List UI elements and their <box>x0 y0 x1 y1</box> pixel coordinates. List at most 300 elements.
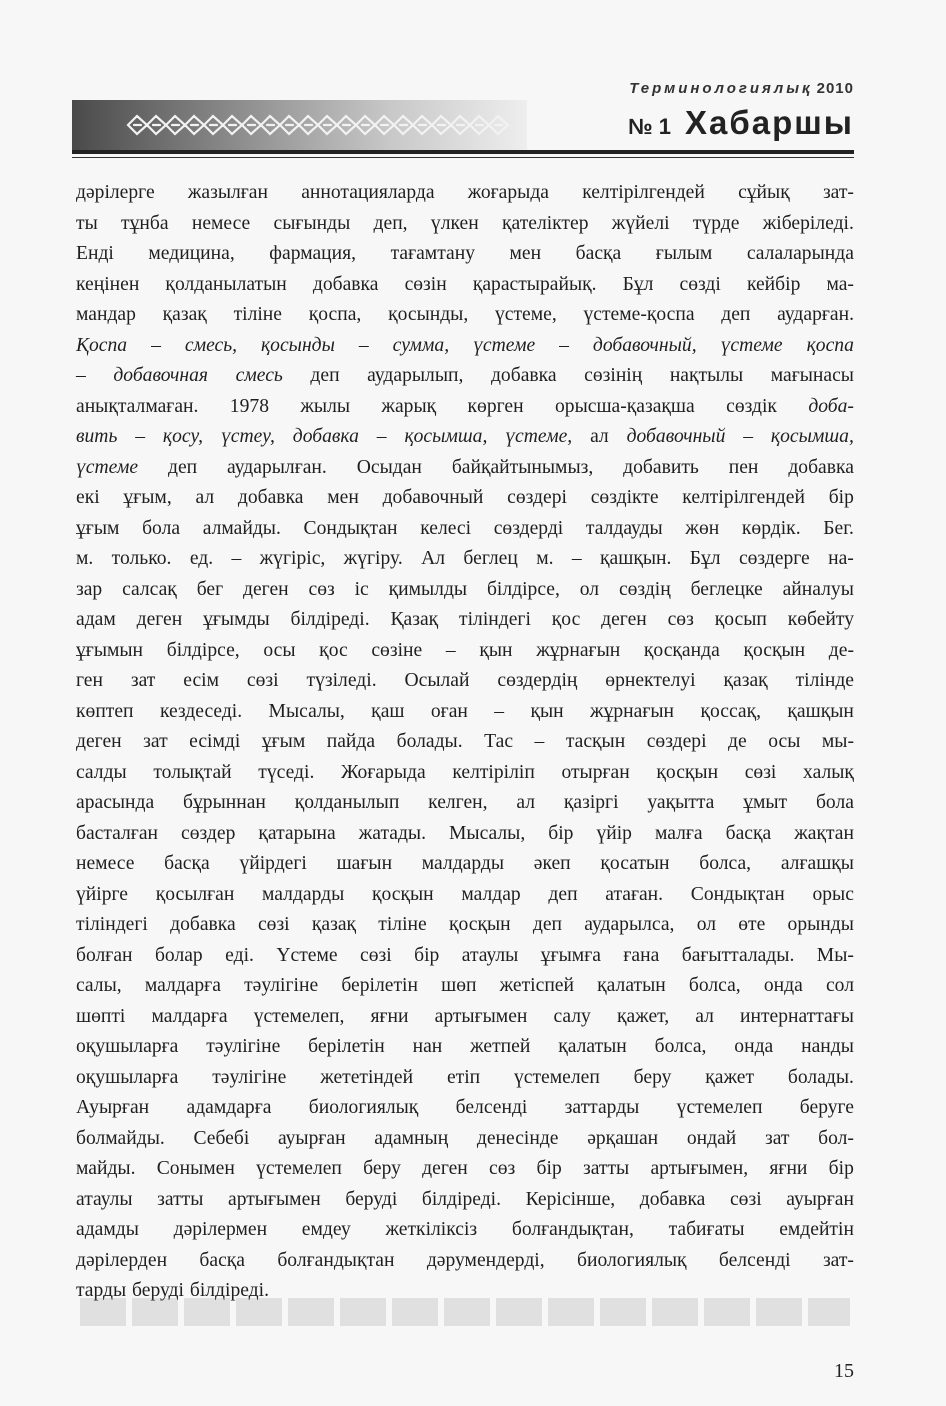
word: кездеседі. <box>159 700 243 722</box>
word: арасында <box>76 792 155 813</box>
word: үстеме <box>76 456 139 478</box>
word: отырған <box>561 761 630 783</box>
word: көрдік. <box>741 517 801 539</box>
word: толықтай <box>153 761 232 783</box>
word: болады. <box>396 731 463 752</box>
word: қарастырайық. <box>472 273 597 295</box>
word: яғни <box>370 1005 409 1027</box>
word: деп <box>310 365 340 386</box>
word: қын <box>530 700 564 722</box>
word: қазақ <box>162 304 207 325</box>
word: қалатын <box>597 975 666 996</box>
word: адамдарға <box>186 1097 272 1118</box>
word: жүгіру. <box>343 548 403 569</box>
text-line <box>76 1185 854 1216</box>
word: қоспа, <box>308 304 362 325</box>
word: үстемелеп <box>514 1066 600 1088</box>
word: сөзін <box>404 273 447 295</box>
word: жылы <box>300 395 351 417</box>
word: қосқын <box>743 639 806 661</box>
word: орысша-қазақша <box>555 395 695 417</box>
word: атаған. <box>605 883 664 905</box>
text-line <box>76 575 854 606</box>
word: белсенді <box>718 1249 791 1271</box>
word: қазақ <box>311 914 357 935</box>
word: добавка <box>170 914 236 935</box>
word: басқа <box>164 853 210 874</box>
text-line <box>76 819 854 850</box>
word: жүйелі <box>611 212 670 234</box>
word: жүгіріс, <box>259 548 326 569</box>
word: деп <box>548 883 578 905</box>
word: Енді <box>76 243 114 264</box>
word: тіліне <box>378 914 427 935</box>
word: ұғым <box>76 517 120 539</box>
word: адамды <box>76 1219 139 1240</box>
word: сөздерге <box>738 548 810 569</box>
word: сөздердің <box>497 670 578 691</box>
word: тәулігіне <box>244 975 319 996</box>
word: – <box>571 548 582 569</box>
word: деген <box>243 578 289 600</box>
word: Тас <box>484 731 514 752</box>
word: дәрілерге <box>76 182 155 203</box>
word: болмайды. <box>76 1127 165 1149</box>
text-line <box>76 361 854 392</box>
word: Қоспа <box>76 334 128 356</box>
word: атаулы <box>461 944 519 966</box>
word: пен <box>728 456 759 478</box>
text-line <box>76 1154 854 1185</box>
header-rule-thin <box>72 157 854 158</box>
word: сөз <box>489 1158 516 1179</box>
word: – <box>76 365 86 386</box>
word: шөп <box>441 975 477 996</box>
word: екі <box>76 487 100 508</box>
word: зат <box>764 1127 790 1149</box>
word: болғандықтан <box>277 1249 395 1271</box>
word: қосымша, <box>404 426 488 447</box>
word: қашқын. <box>600 548 672 569</box>
word: ол <box>579 578 600 600</box>
word: бола <box>815 792 854 813</box>
word: – <box>494 700 505 722</box>
word: малдарды <box>421 853 505 874</box>
word: үстеме, <box>494 304 557 325</box>
word: Бег. <box>823 517 854 539</box>
text-line <box>76 788 854 819</box>
text-line <box>76 1093 854 1124</box>
word: беру <box>633 1066 672 1088</box>
word: қажет <box>705 1066 755 1088</box>
word: жұрнағын <box>536 639 621 661</box>
word: беруді <box>132 1280 184 1301</box>
word: добавка <box>292 426 359 447</box>
word: оған <box>430 700 468 722</box>
word: үстеме <box>473 334 536 356</box>
word: деп <box>167 456 198 478</box>
word: кейбір <box>746 273 801 295</box>
text-line <box>76 971 854 1002</box>
word: басқа <box>199 1249 245 1271</box>
text-line <box>76 727 854 758</box>
word: салу <box>553 1005 591 1027</box>
word: ал <box>516 792 536 813</box>
word: сөзіне <box>371 639 423 661</box>
text-line <box>76 483 854 514</box>
word: Мысалы, <box>449 822 526 844</box>
word: сөздерді <box>493 517 564 539</box>
word: қолданылып <box>294 792 400 813</box>
word: малға <box>654 822 703 844</box>
word: қашқын <box>787 700 854 722</box>
word: салы, <box>76 975 122 996</box>
word: добавка <box>237 487 304 508</box>
word: ма- <box>826 273 854 295</box>
word: қазіргі <box>563 792 619 813</box>
word: малдар <box>461 883 521 905</box>
word: жетпей <box>470 1036 531 1057</box>
word: болса, <box>654 1036 707 1057</box>
word: қоспа <box>806 334 854 356</box>
word: – <box>534 731 545 752</box>
word: тұнба <box>121 212 169 234</box>
word: фармация, <box>269 243 357 264</box>
word: – <box>135 426 146 447</box>
text-line <box>76 270 854 301</box>
word: деген <box>76 731 122 752</box>
word: алғашқы <box>780 853 854 874</box>
word: добавочный <box>626 426 726 447</box>
word: зат <box>143 731 168 752</box>
text-line <box>76 544 854 575</box>
text-line <box>76 239 854 270</box>
word: – <box>559 334 569 356</box>
word: сөз <box>667 609 694 630</box>
word: Мы- <box>816 944 854 966</box>
word: жетіспей <box>499 975 574 996</box>
text-line <box>76 758 854 789</box>
word: – <box>445 639 456 661</box>
word: талдауды <box>585 517 663 539</box>
word: қалатын <box>558 1036 627 1057</box>
word: білдіреді. <box>421 1188 502 1210</box>
word: сөздікте <box>590 487 659 508</box>
word: қосатын <box>600 853 670 874</box>
word: орыс <box>812 883 854 905</box>
word: дәрілерден <box>76 1249 168 1271</box>
word: үстеу, <box>220 426 275 447</box>
word: мен <box>327 487 359 508</box>
word: байқайтынымыз, <box>451 456 594 478</box>
word: немесе <box>191 212 251 234</box>
word: тарды <box>76 1280 127 1301</box>
word: жарық <box>381 395 437 417</box>
word: бол- <box>818 1127 854 1149</box>
word: деген <box>601 609 647 630</box>
word: сұйық <box>738 182 790 203</box>
word: Осылай <box>404 670 470 691</box>
word: де <box>728 731 747 752</box>
word: онда <box>763 975 803 996</box>
word: болса, <box>688 975 741 996</box>
word: беру <box>363 1158 401 1179</box>
word: сөзі <box>729 1188 762 1210</box>
word: дәрумендерді, <box>426 1249 545 1271</box>
word: білдіреді. <box>290 609 370 630</box>
word: Мысалы, <box>268 700 345 722</box>
word: ед. <box>189 548 214 569</box>
word: емдеу <box>301 1219 351 1240</box>
word: сөзі <box>360 944 392 966</box>
word: биологиялық <box>308 1097 419 1118</box>
word: білдірсе, <box>486 578 560 600</box>
word: артығымен, <box>650 1158 749 1179</box>
word: қимылды <box>388 578 468 600</box>
word: жоғарыда <box>467 182 549 203</box>
word: салаларында <box>746 243 854 264</box>
word: үстеме-қоспа <box>583 304 695 325</box>
word: осы <box>768 731 801 752</box>
word: көбейту <box>787 609 854 630</box>
word: есім <box>183 670 220 691</box>
word: онда <box>734 1036 774 1057</box>
ornament-pattern-icon <box>124 110 524 140</box>
text-line <box>76 910 854 941</box>
word: беглец <box>463 548 518 569</box>
word: сөздің <box>618 578 671 600</box>
word: сөзді <box>679 273 721 295</box>
word: қосынды <box>261 334 335 356</box>
word: үйірге <box>76 883 128 905</box>
word: деген <box>422 1158 468 1179</box>
word: салсақ <box>122 578 177 600</box>
word: деп <box>532 914 563 935</box>
word: уақытта <box>647 792 715 813</box>
word: бола <box>142 517 181 539</box>
text-line <box>76 1215 854 1246</box>
word: басқа <box>725 822 772 844</box>
word: бағытталады. <box>681 944 795 966</box>
word: есімді <box>189 731 241 752</box>
word: тілінде <box>795 670 854 691</box>
word: пайда <box>326 731 376 752</box>
word: Ал <box>421 548 446 569</box>
journal-year: 2010 <box>816 80 854 97</box>
word: болар <box>154 944 203 966</box>
word: – <box>358 334 369 356</box>
word: сөзі <box>744 761 777 783</box>
word: оқушыларға <box>76 1066 179 1088</box>
word: Үстеме <box>276 944 338 966</box>
word: қосымша, <box>770 426 854 447</box>
word: майды. <box>76 1158 136 1179</box>
word: түрде <box>692 212 740 234</box>
word: биологиялық <box>576 1249 687 1271</box>
word: нанды <box>801 1036 854 1057</box>
journal-title <box>628 104 854 142</box>
word: тіліндегі <box>76 914 148 935</box>
word: бір <box>548 822 574 844</box>
word: артығымен <box>434 1005 528 1027</box>
word: бір <box>828 487 854 508</box>
word: доба- <box>808 395 854 417</box>
word: тәулігіне <box>206 1036 281 1057</box>
word: жететіндей <box>320 1066 414 1088</box>
text-line <box>76 880 854 911</box>
word: қаш <box>371 700 405 722</box>
word: ты <box>76 212 98 234</box>
word: беглецке <box>690 578 763 600</box>
word: сөздері <box>507 487 567 508</box>
journal-title-text: Хабаршы <box>685 104 854 141</box>
word: немесе <box>76 853 135 874</box>
word: Сонымен <box>156 1158 235 1179</box>
word: ұғымын <box>76 639 144 661</box>
word: нақтылы <box>669 365 744 386</box>
word: қос <box>319 639 348 661</box>
word: – <box>743 426 754 447</box>
word: сөздік <box>726 395 777 417</box>
word: болады. <box>787 1066 854 1088</box>
body-text <box>76 178 854 1307</box>
word: еді. <box>225 944 254 966</box>
word: қосқын <box>371 883 434 905</box>
word: бір <box>414 944 440 966</box>
issue-number: № 1 <box>628 114 672 139</box>
word: қосып <box>714 609 767 630</box>
word: көрген <box>467 395 524 417</box>
word: шағын <box>336 853 393 874</box>
text-line <box>76 636 854 667</box>
word: жеткіліксіз <box>385 1219 478 1240</box>
word: жұрнағын <box>590 700 675 722</box>
word: ондай <box>686 1127 737 1149</box>
word: ген <box>76 670 103 691</box>
word: Керісінше, <box>525 1188 616 1210</box>
word: мен <box>509 243 542 264</box>
word: ал <box>195 487 215 508</box>
word: малдарды <box>262 883 345 905</box>
word: адам <box>76 609 116 630</box>
word: вить <box>76 426 118 447</box>
word: интернаттағы <box>739 1005 854 1027</box>
word: сөзі <box>246 670 279 691</box>
word: деп, <box>373 212 408 234</box>
word: мағынасы <box>770 365 854 386</box>
word: добавка <box>639 1188 706 1210</box>
word: сөзінің <box>584 365 643 386</box>
word: тіліне <box>233 304 282 325</box>
word: Жоғарыда <box>340 761 426 783</box>
word: ұғым, <box>123 487 172 508</box>
word: артығымен <box>228 1188 321 1210</box>
text-line <box>76 605 854 636</box>
word: сөздері <box>646 731 707 752</box>
word: болса, <box>699 853 752 874</box>
word: деп <box>721 304 751 325</box>
text-line <box>76 514 854 545</box>
word: ұғым <box>261 731 306 752</box>
word: беруге <box>799 1097 854 1118</box>
word: қолданылатын <box>165 273 287 295</box>
word: мандар <box>76 304 136 325</box>
word: Бұл <box>689 548 721 569</box>
text-line <box>76 1002 854 1033</box>
word: ұғымға <box>540 944 601 966</box>
word: үстеме, <box>505 426 573 447</box>
word: қатарына <box>258 822 336 844</box>
word: жазылған <box>187 182 268 203</box>
word: добавочный, <box>592 334 697 356</box>
word: аннотацияларда <box>301 182 435 203</box>
word: сол <box>825 975 854 996</box>
word: тағамтану <box>390 243 475 264</box>
text-line <box>76 849 854 880</box>
word: түседі. <box>258 761 315 783</box>
word: зат- <box>822 182 854 203</box>
word: – <box>376 426 387 447</box>
text-line <box>76 422 854 453</box>
word: 1978 <box>229 395 269 417</box>
word: смесь <box>235 365 283 386</box>
word: тәулігіне <box>212 1066 287 1088</box>
word: ол <box>696 914 717 935</box>
word: затты <box>157 1188 204 1210</box>
word: Бұл <box>622 273 654 295</box>
word: анықталмаған. <box>76 395 199 417</box>
page-number: 15 <box>834 1360 854 1382</box>
word: ұмыт <box>743 792 788 813</box>
word: мы- <box>821 731 854 752</box>
word: – <box>231 548 242 569</box>
word: білдіреді. <box>189 1280 269 1301</box>
word: келтірілгендей <box>582 182 705 203</box>
word: нан <box>412 1036 443 1057</box>
text-line <box>76 941 854 972</box>
word: білдірсе, <box>166 639 240 661</box>
word: малдарға <box>151 1005 228 1027</box>
word: ғылым <box>655 243 713 264</box>
word: қос <box>551 609 581 630</box>
word: жатады. <box>358 822 426 844</box>
word: белсенді <box>455 1097 528 1118</box>
text-line <box>76 666 854 697</box>
text-line <box>76 1063 854 1094</box>
word: Сондықтан <box>690 883 785 905</box>
word: жақтан <box>794 822 854 844</box>
header-rule-thick <box>72 150 854 154</box>
word: үстеме <box>720 334 783 356</box>
word: қосу, <box>162 426 204 447</box>
word: берілетін <box>308 1036 385 1057</box>
text-line <box>76 453 854 484</box>
word: ал <box>590 426 609 447</box>
header-banner <box>72 100 527 150</box>
word: емдейтін <box>779 1219 854 1240</box>
word: қын <box>479 639 513 661</box>
word: табиғаты <box>668 1219 745 1240</box>
word: ауырған <box>786 1188 854 1210</box>
text-line <box>76 331 854 362</box>
word: аударылса, <box>584 914 675 935</box>
word: қосқын <box>656 761 719 783</box>
word: үйір <box>596 822 632 844</box>
word: қосқын <box>448 914 511 935</box>
word: добавка <box>490 365 557 386</box>
word: м. <box>536 548 554 569</box>
word: ұғымды <box>203 609 270 630</box>
